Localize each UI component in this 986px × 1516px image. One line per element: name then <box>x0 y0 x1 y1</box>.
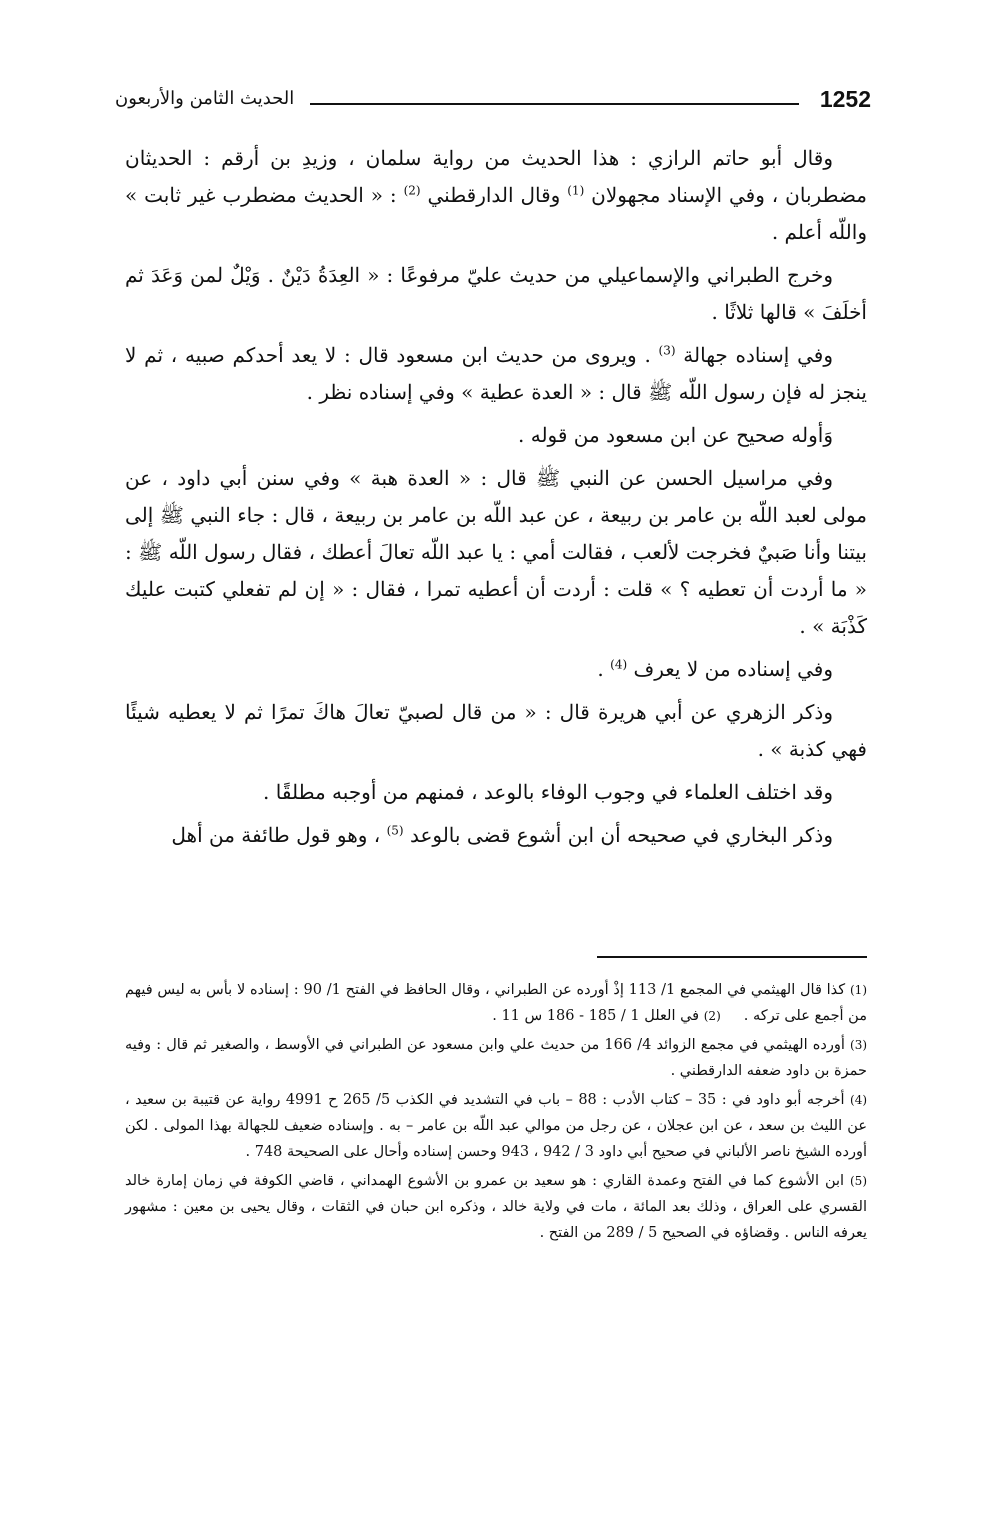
paragraph-abu-hatim <box>125 140 867 251</box>
footnote-number: (1) <box>849 983 867 997</box>
paragraph-isnad-jahala <box>125 337 867 411</box>
footnote-1 <box>125 977 867 1029</box>
footnote-text: ابن الأشوع كما في الفتح وعمدة القاري : هو سعيد بن عمرو بن الأشوع الهمداني ، قاضي الكوفة في زمان إمارة خالد القسري على العراق ، وذلك بعد المائة ، مات في ولاية خالد ، وذكره ابن حبان في الثقات ، وقال يحيى بن معين : مشهور يعرفه الناس . وقضاؤه في الصحيح 5 / 289 من الفتح . <box>125 1173 867 1241</box>
paragraph-text: . <box>597 657 604 681</box>
footnote-ref-1: (1) <box>567 183 585 198</box>
paragraph-text: وفي إسناده من لا يعرف <box>633 657 833 681</box>
footnote-3 <box>125 1032 867 1084</box>
footnote-ref-2: (2) <box>403 183 421 198</box>
paragraph-tabarani: وخرج الطبراني والإسماعيلي من حديث عليّ مرفوعًا : « العِدَةُ دَيْنٌ . وَيْلٌ لمن وَعَدَ ثم أخلَفَ » قالها ثلاثًا . <box>125 263 867 324</box>
footnote-text: كذا قال الهيثمي في المجمع 1/ 113 إذْ أورده عن الطبراني ، وقال الحافظ في الفتح 1/ 90 : إسناده لا بأس به ليس فيهم من أجمع على تركه . <box>125 982 867 1024</box>
footnote-separator <box>597 956 867 958</box>
paragraph-text: وفي إسناده جهالة <box>683 343 833 367</box>
header-rule <box>310 103 799 105</box>
footnote-text: أورده الهيثمي في مجمع الزوائد 4/ 166 من حديث علي وابن مسعود عن الطبراني في الأوسط ، والصغير ثم قال : وفيه حمزة بن داود ضعفه الدارقطني . <box>125 1037 867 1079</box>
page-number: 1252 <box>819 86 871 112</box>
paragraph-text: وذكر البخاري في صحيحه أن ابن أشوع قضى بالوعد <box>409 823 833 847</box>
footnote-number: (4) <box>850 1093 868 1107</box>
paragraph-ulama-disagreement: وقد اختلف العلماء في وجوب الوفاء بالوعد ، فمنهم من أوجبه مطلقًا . <box>263 780 833 804</box>
chapter-title: الحديث الثامن والأربعون <box>115 88 295 109</box>
paragraph-text: . ويروى من حديث ابن مسعود قال : لا يعد أحدكم صبيه ، ثم لا ينجز له فإن رسول اللّه ﷺ قال : « العدة عطية » وفي إسناده نظر . <box>125 343 867 404</box>
paragraph-text: وقال الدارقطني <box>427 183 561 207</box>
paragraph-bukhari <box>125 817 867 854</box>
paragraph-text: ، وهو قول طائفة من أهل <box>171 823 381 847</box>
footnote-number: (3) <box>850 1038 868 1052</box>
paragraph-text: وقال أبو حاتم الرازي : هذا الحديث من رواية سلمان ، وزيدِ بن أرقم : الحديثان مضطربان ، وفي الإسناد مجهولان <box>125 146 868 207</box>
footnote-4 <box>125 1087 867 1165</box>
main-text <box>125 140 867 860</box>
paragraph-zuhri: وذكر الزهري عن أبي هريرة قال : « من قال لصبيّ تعالَ هاكَ تمرًا ثم لا يعطيه شيئًا فهي كذبة » . <box>125 700 867 761</box>
paragraph-text: : « الحديث مضطرب غير ثابت » واللّه أعلم . <box>125 183 867 244</box>
paragraph-isnad-unknown <box>125 651 867 688</box>
footnote-text: في العلل 1 / 185 - 186 س 11 . <box>492 1008 700 1024</box>
footnote-5 <box>125 1168 867 1246</box>
paragraph-marasil-hasan: وفي مراسيل الحسن عن النبي ﷺ قال : « العدة هبة » وفي سنن أبي داود ، عن مولى لعبد اللّه بن عامر بن ربيعة ، عن عبد اللّه بن عامر بن ربيعة ، قال : جاء النبي ﷺ إلى بيتنا وأنا صَبيٌ فخرجت لألعب ، فقالت أمي : يا عبد اللّه تعالَ أعطك ، فقال رسول اللّه ﷺ : « ما أردت أن تعطيه ؟ » قلت : أردت أن أعطيه تمرا ، فقال : « إن لم تفعلي كتبت عليك كَذْبَة » . <box>125 466 867 638</box>
page-header <box>115 86 871 122</box>
footnotes <box>125 977 867 1249</box>
footnote-ref-3: (3) <box>658 343 676 358</box>
footnote-text: أخرجه أبو داود في : 35 – كتاب الأدب : 88 – باب في التشديد في الكذب 5/ 265 ح 4991 رواية عن قتيبة بن سعيد ، عن الليث بن سعد ، عن ابن عجلان ، عن رجل من موالي عبد اللّه بن عامر – به . وإسناده ضعيف للجهالة بهذا المولى . لكن أورده الشيخ ناصر الألباني في صحيح أبي داود 3 / 942 ، 943 وحسن إسناده وأحال على الصحيحة 748 . <box>125 1092 867 1160</box>
paragraph-ibn-masud: وَأوله صحيح عن ابن مسعود من قوله . <box>518 423 833 447</box>
footnote-number: (2) <box>703 1009 721 1023</box>
footnote-ref-5: (5) <box>386 823 404 838</box>
footnote-ref-4: (4) <box>610 657 628 672</box>
footnote-number: (5) <box>849 1174 867 1188</box>
